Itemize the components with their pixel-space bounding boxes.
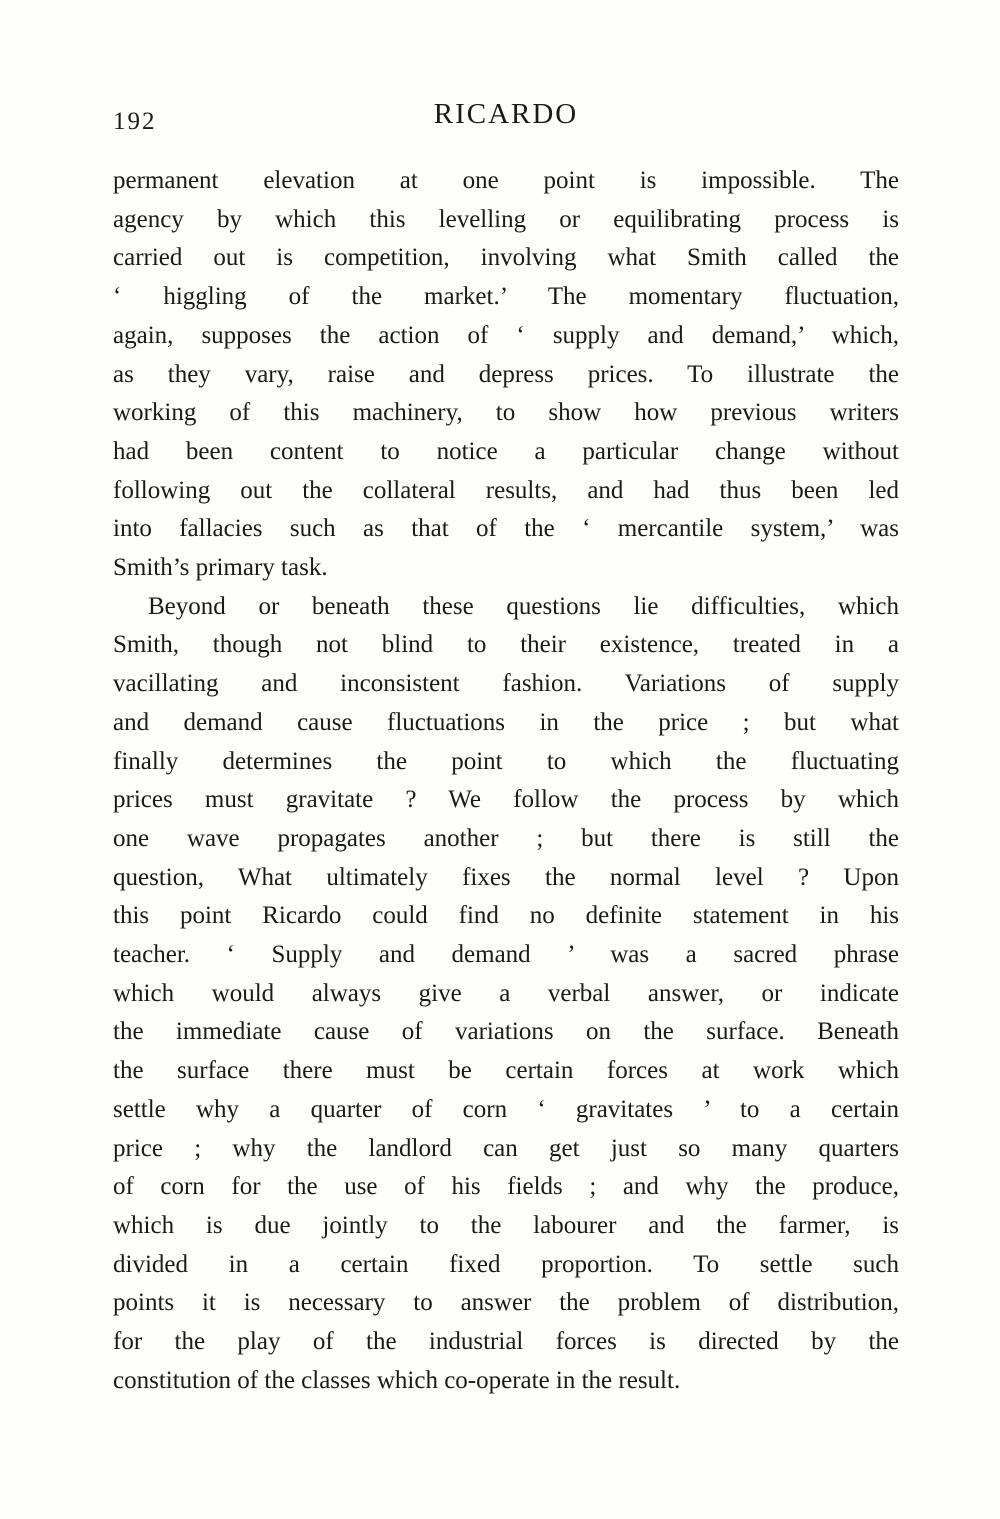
text-line: teacher. ‘ Supply and demand ’ was a sacred phrase [113,941,899,969]
text-line: following out the collateral results, and had thus been led [113,476,899,504]
text-line: this point Ricardo could find no definite statement in his [113,902,899,930]
text-line: permanent elevation at one point is impossible. The [113,167,899,194]
text-line: as they vary, raise and depress prices. To illustrate the [113,360,899,388]
text-line: prices must gravitate ? We follow the process by which [113,786,899,814]
text-line: price ; why the landlord can get just so many quarters [113,1134,899,1162]
text-line: one wave propagates another ; but there is still the [113,824,899,852]
text-line: carried out is competition, involving what Smith called the [113,244,899,272]
text-line: divided in a certain fixed proportion. To settle such [113,1250,899,1278]
text-line: Beyond or beneath these questions lie difficulties, which [148,592,899,620]
text-line: question, What ultimately fixes the normal level ? Upon [113,863,899,891]
text-line: again, supposes the action of ‘ supply and demand,’ which, [113,321,899,349]
text-line: working of this machinery, to show how previous writers [113,399,899,427]
text-line: points it is necessary to answer the problem of distribution, [113,1289,899,1317]
text-line: Smith, though not blind to their existence, treated in a [113,631,899,659]
paragraph [113,588,899,1401]
paragraph [113,162,899,588]
text-line: for the play of the industrial forces is directed by the [113,1328,899,1356]
text-line: the surface there must be certain forces at work which [113,1057,899,1085]
page-header [113,98,899,140]
text-line: had been content to notice a particular change without [113,437,899,465]
text-line: vacillating and inconsistent fashion. Variations of supply [113,670,899,698]
page-body [113,162,899,1401]
text-line: settle why a quarter of corn ‘ gravitates ’ to a certain [113,1095,899,1123]
running-title: RICARDO [433,98,579,130]
text-line: Smith’s primary task. [113,554,328,582]
text-line: of corn for the use of his fields ; and why the produce, [113,1173,899,1201]
text-line: finally determines the point to which the fluctuating [113,747,899,775]
text-line: and demand cause fluctuations in the price ; but what [113,708,899,736]
text-line: which would always give a verbal answer, or indicate [113,979,899,1007]
text-line: ‘ higgling of the market.’ The momentary fluctuation, [113,283,899,311]
page-number: 192 [113,108,157,135]
text-line: constitution of the classes which co-operate in the result. [113,1366,681,1394]
text-line: into fallacies such as that of the ‘ mercantile system,’ was [113,515,899,543]
text-line: which is due jointly to the labourer and the farmer, is [113,1211,899,1239]
text-line: agency by which this levelling or equilibrating process is [113,205,899,233]
text-line: the immediate cause of variations on the surface. Beneath [113,1018,899,1046]
